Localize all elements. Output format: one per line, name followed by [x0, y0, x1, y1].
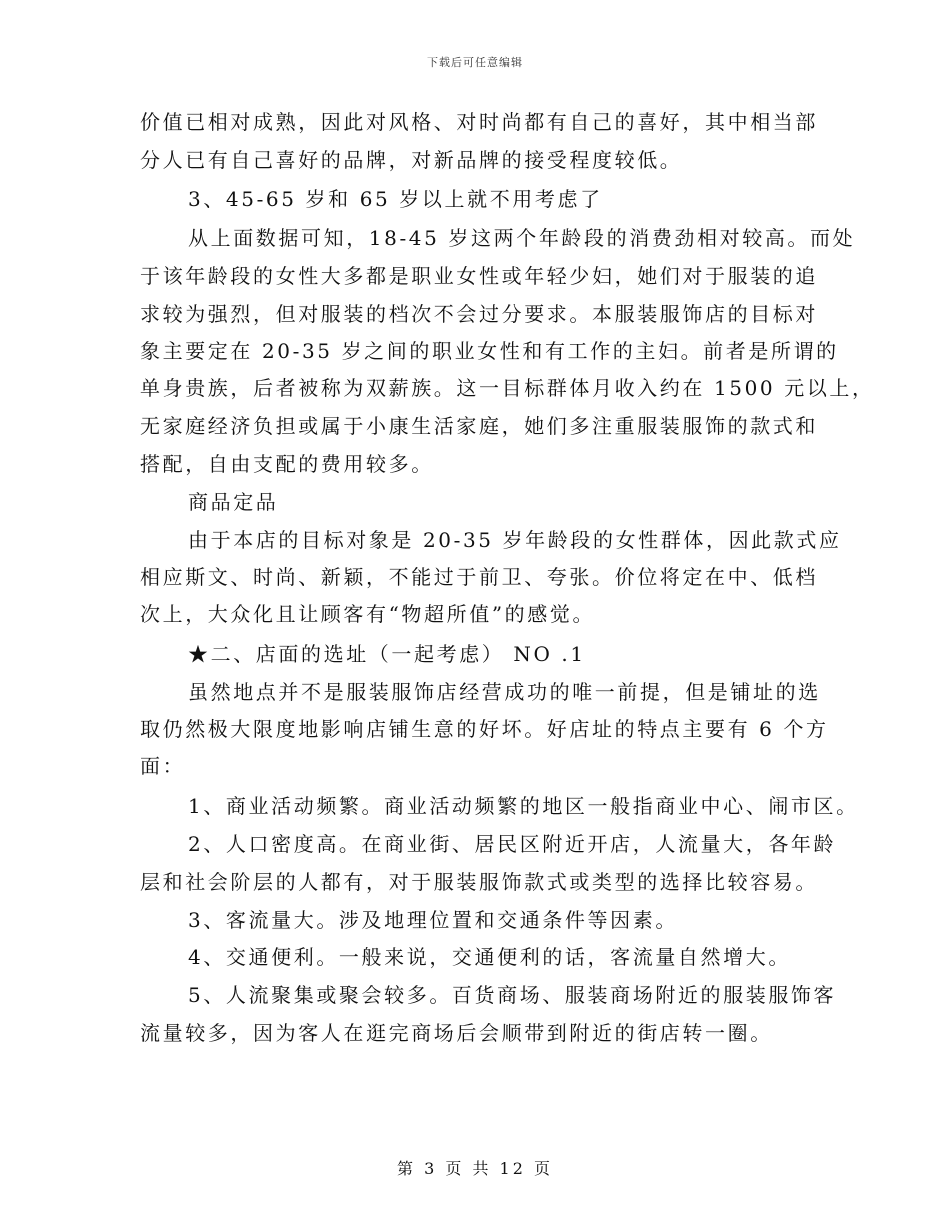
text-line: 分人已有自己喜好的品牌，对新品牌的接受程度较低。	[140, 148, 683, 172]
list-item: 3、客流量大。涉及地理位置和交通条件等因素。	[188, 908, 678, 932]
paragraph-start: 虽然地点并不是服装服饰店经营成功的唯一前提，但是铺址的选	[188, 680, 821, 704]
text-line: 求较为强烈，但对服装的档次不会过分要求。本服装服饰店的目标对	[140, 302, 818, 326]
text-line: 取仍然极大限度地影响店铺生意的好坏。好店址的特点主要有 6 个方	[140, 717, 829, 741]
text-line: 流量较多，因为客人在逛完商场后会顺带到附近的街店转一圈。	[140, 1021, 773, 1045]
text-line: 搭配，自由支配的费用较多。	[140, 452, 434, 476]
text-line: 无家庭经济负担或属于小康生活家庭，她们多注重服装服饰的款式和	[140, 414, 818, 438]
page-number: 第 3 页 共 12 页	[397, 1159, 553, 1178]
text-line: 象主要定在 20-35 岁之间的职业女性和有工作的主妇。前者是所谓的	[140, 339, 839, 363]
section-heading: ★二、店面的选址（一起考虑） NO .1	[188, 642, 586, 666]
list-item: 5、人流聚集或聚会较多。百货商场、服装商场附近的服装服饰客	[188, 983, 837, 1007]
text-line: 面：	[140, 754, 186, 778]
text-line: 单身贵族，后者被称为双薪族。这一目标群体月收入约在 1500 元以上，	[140, 376, 875, 400]
text-line: 层和社会阶层的人都有，对于服装服饰款式或类型的选择比较容易。	[140, 870, 818, 894]
paragraph-start: 由于本店的目标对象是 20-35 岁年龄段的女性群体，因此款式应	[188, 528, 842, 552]
page-header: 下载后可任意编辑	[427, 56, 523, 69]
paragraph-start: 从上面数据可知，18-45 岁这两个年龄段的消费劲相对较高。而处	[188, 226, 856, 250]
list-item: 1、商业活动频繁。商业活动频繁的地区一般指商业中心、闹市区。	[188, 794, 859, 818]
text-line: 价值已相对成熟，因此对风格、对时尚都有自己的喜好，其中相当部	[140, 110, 818, 134]
text-line: 次上，大众化且让顾客有“物超所值”的感觉。	[140, 602, 596, 626]
list-item: 4、交通便利。一般来说，交通便利的话，客流量自然增大。	[188, 945, 791, 969]
list-item-heading: 3、45-65 岁和 65 岁以上就不用考虑了	[188, 187, 603, 211]
section-heading: 商品定品	[188, 490, 279, 514]
text-line: 相应斯文、时尚、新颖，不能过于前卫、夸张。价位将定在中、低档	[140, 565, 818, 589]
text-line: 于该年龄段的女性大多都是职业女性或年轻少妇，她们对于服装的追	[140, 264, 818, 288]
list-item: 2、人口密度高。在商业街、居民区附近开店，人流量大，各年龄	[188, 832, 837, 856]
